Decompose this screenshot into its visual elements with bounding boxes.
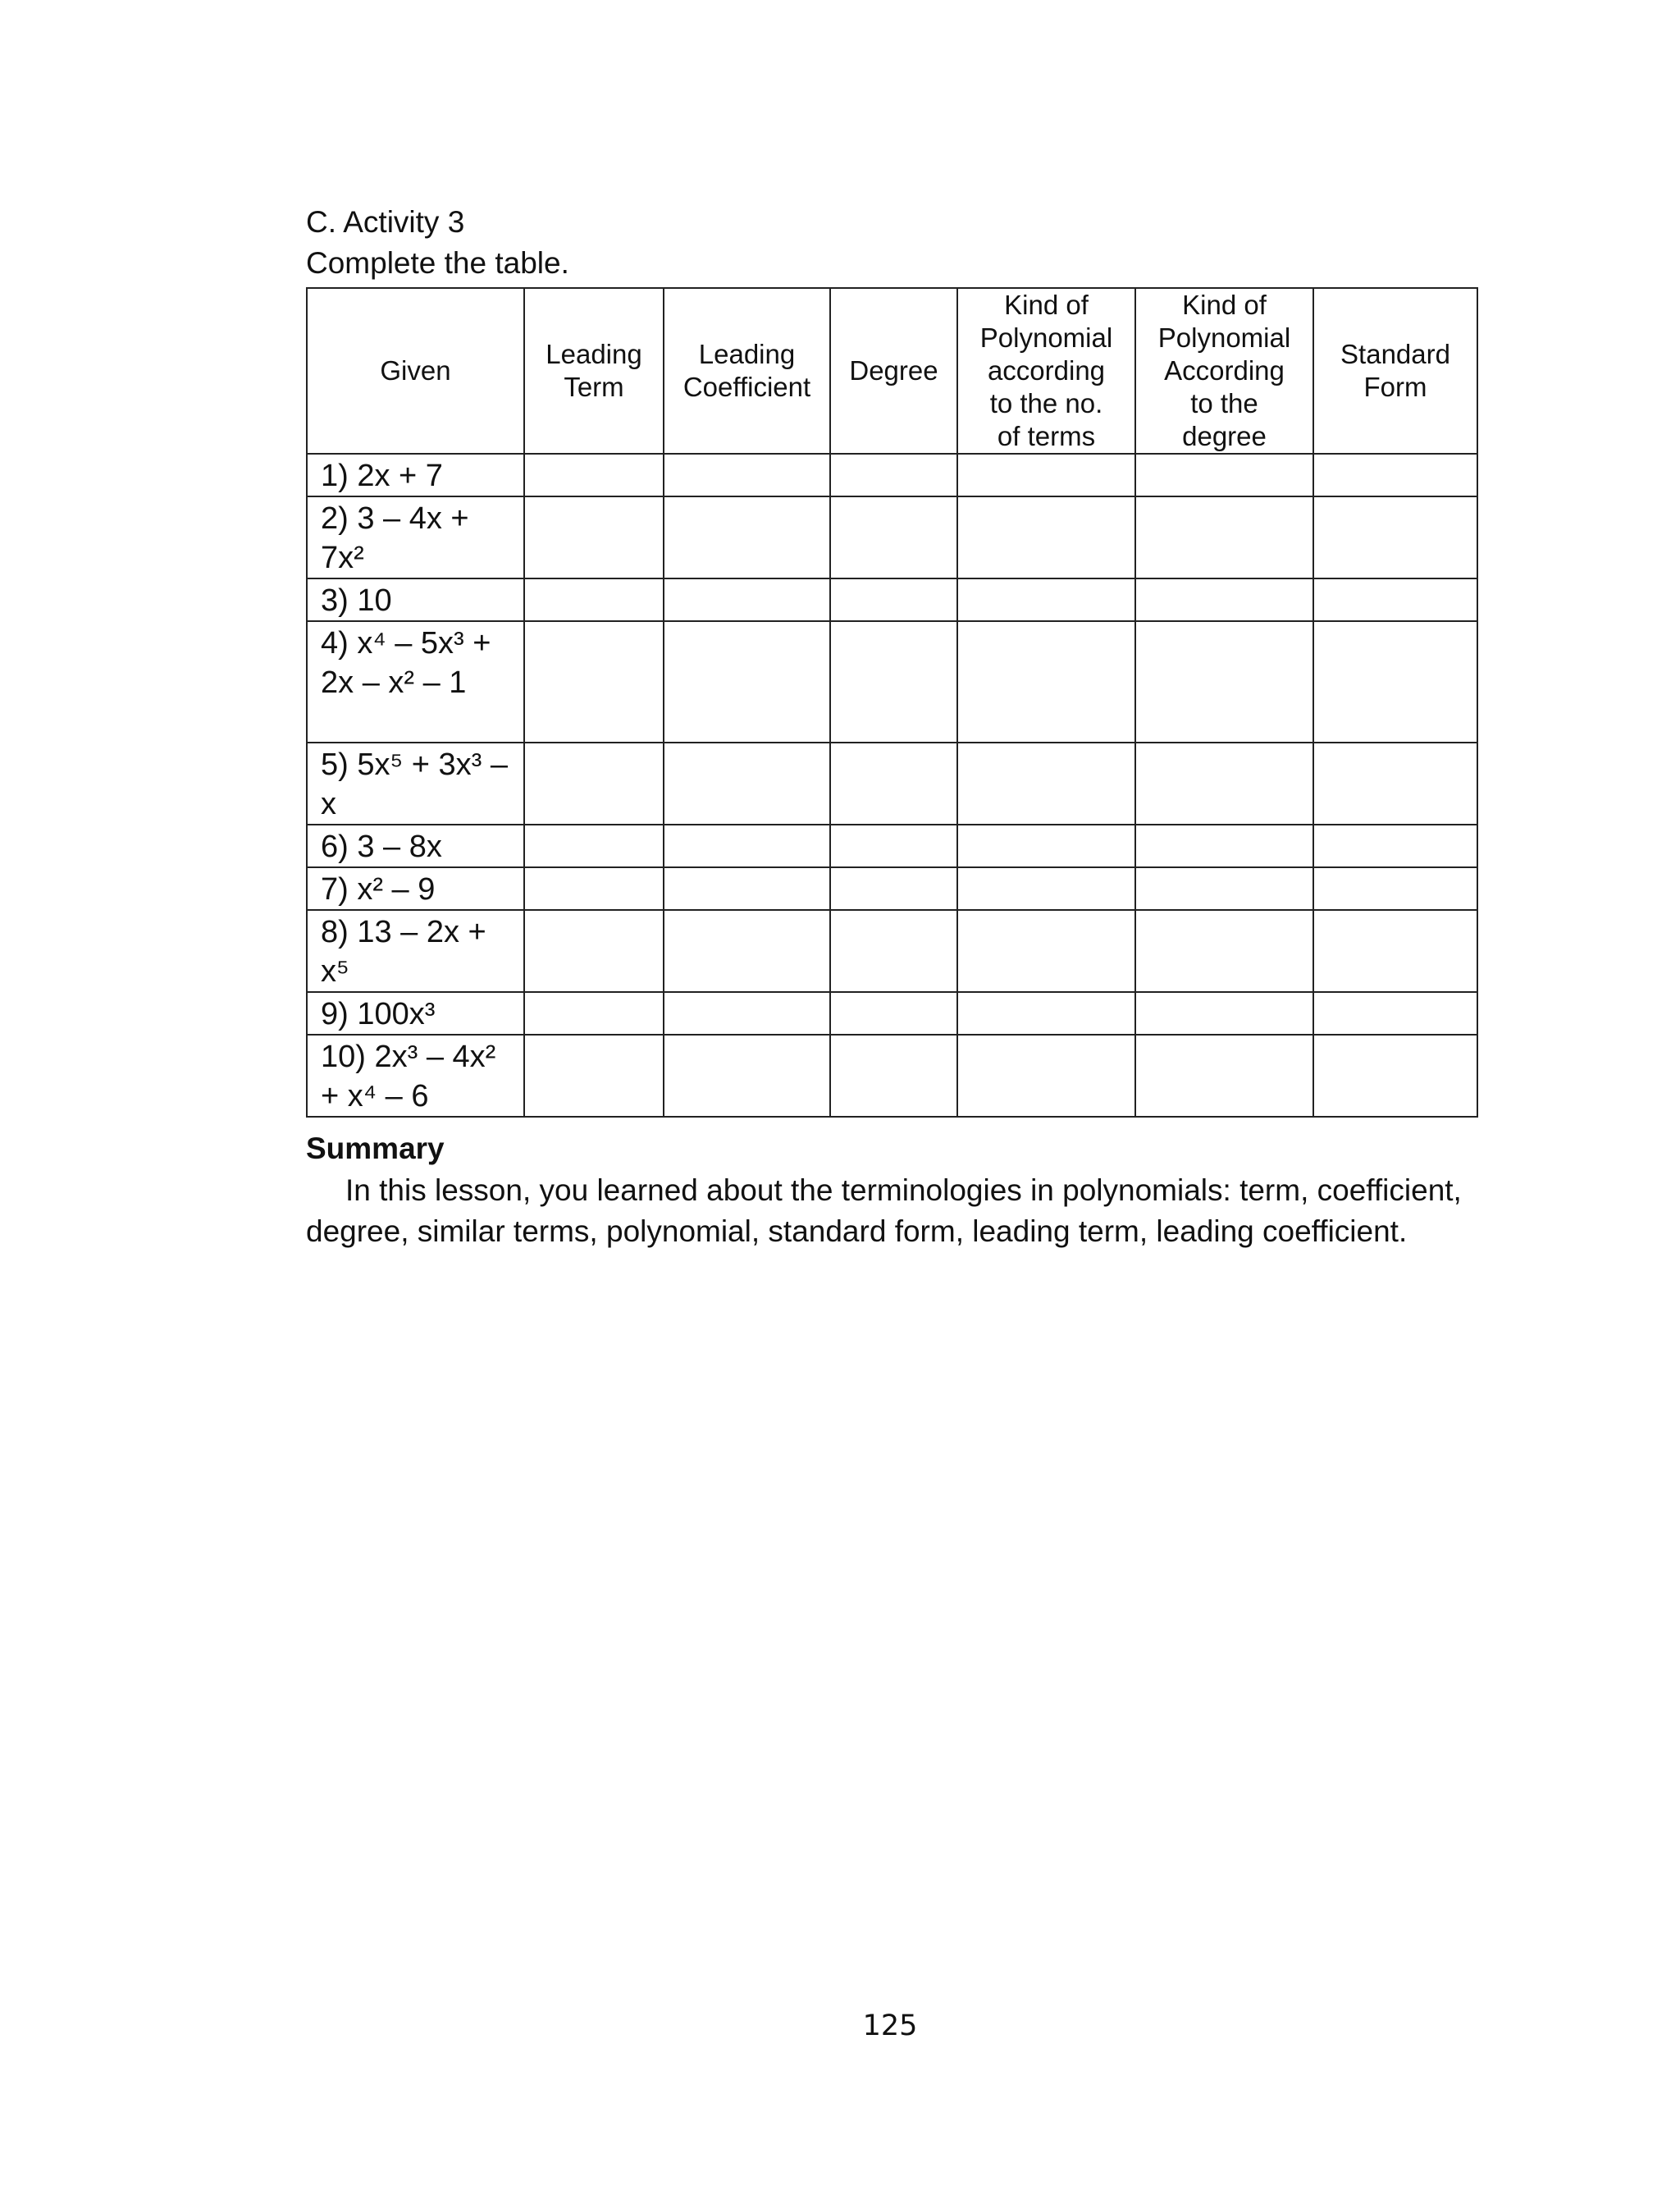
given-cell: 3) 10 (307, 578, 524, 621)
given-cell: 10) 2x³ – 4x² + x⁴ – 6 (307, 1035, 524, 1117)
answer-cell[interactable] (664, 825, 830, 867)
answer-cell[interactable] (1313, 1035, 1477, 1117)
given-cell: 7) x² – 9 (307, 867, 524, 910)
answer-cell[interactable] (664, 578, 830, 621)
answer-cell[interactable] (1135, 454, 1313, 496)
answer-cell[interactable] (1313, 867, 1477, 910)
answer-cell[interactable] (664, 910, 830, 992)
answer-cell[interactable] (664, 867, 830, 910)
answer-cell[interactable] (664, 454, 830, 496)
activity-table (306, 287, 1478, 1118)
header-standard-form: Standard Form (1313, 288, 1477, 454)
answer-cell[interactable] (1135, 867, 1313, 910)
answer-cell[interactable] (1135, 1035, 1313, 1117)
answer-cell[interactable] (1135, 910, 1313, 992)
answer-cell[interactable] (1135, 825, 1313, 867)
header-kind-by-terms: Kind of Polynomial according to the no. of terms (957, 288, 1135, 454)
answer-cell[interactable] (957, 621, 1135, 743)
answer-cell[interactable] (664, 992, 830, 1035)
header-leading-coefficient: Leading Coefficient (664, 288, 830, 454)
table-row (307, 743, 1477, 825)
answer-cell[interactable] (830, 867, 957, 910)
answer-cell[interactable] (524, 743, 664, 825)
answer-cell[interactable] (1313, 992, 1477, 1035)
answer-cell[interactable] (830, 910, 957, 992)
answer-cell[interactable] (830, 1035, 957, 1117)
answer-cell[interactable] (524, 867, 664, 910)
answer-cell[interactable] (1135, 743, 1313, 825)
table-row (307, 454, 1477, 496)
answer-cell[interactable] (1313, 496, 1477, 578)
answer-cell[interactable] (1313, 454, 1477, 496)
answer-cell[interactable] (1313, 621, 1477, 743)
table-row (307, 496, 1477, 578)
answer-cell[interactable] (524, 910, 664, 992)
table-row (307, 1035, 1477, 1117)
answer-cell[interactable] (957, 454, 1135, 496)
header-given: Given (307, 288, 524, 454)
answer-cell[interactable] (957, 1035, 1135, 1117)
answer-cell[interactable] (957, 992, 1135, 1035)
answer-cell[interactable] (1313, 825, 1477, 867)
answer-cell[interactable] (957, 743, 1135, 825)
answer-cell[interactable] (664, 743, 830, 825)
given-cell: 2) 3 – 4x + 7x² (307, 496, 524, 578)
answer-cell[interactable] (664, 621, 830, 743)
answer-cell[interactable] (1135, 578, 1313, 621)
answer-cell[interactable] (957, 910, 1135, 992)
answer-cell[interactable] (524, 454, 664, 496)
given-cell: 4) x⁴ – 5x³ + 2x – x² – 1 (307, 621, 524, 743)
header-leading-term: Leading Term (524, 288, 664, 454)
answer-cell[interactable] (830, 992, 957, 1035)
answer-cell[interactable] (830, 454, 957, 496)
table-row (307, 578, 1477, 621)
answer-cell[interactable] (830, 825, 957, 867)
table-row (307, 867, 1477, 910)
answer-cell[interactable] (524, 496, 664, 578)
answer-cell[interactable] (830, 496, 957, 578)
given-cell: 9) 100x³ (307, 992, 524, 1035)
answer-cell[interactable] (1135, 621, 1313, 743)
table-header-row (307, 288, 1477, 454)
table-row (307, 992, 1477, 1035)
answer-cell[interactable] (1313, 743, 1477, 825)
summary-body: In this lesson, you learned about the terminologies in polynomials: term, coefficient, degree, similar terms, polynomial, standard form, leading term, leading coefficient. (306, 1173, 1462, 1248)
answer-cell[interactable] (957, 578, 1135, 621)
table-row (307, 621, 1477, 743)
answer-cell[interactable] (524, 1035, 664, 1117)
summary-title: Summary (306, 1132, 445, 1165)
activity-label: C. Activity 3 (306, 205, 465, 239)
answer-cell[interactable] (830, 621, 957, 743)
header-degree: Degree (830, 288, 957, 454)
answer-cell[interactable] (1313, 910, 1477, 992)
given-cell: 8) 13 – 2x + x⁵ (307, 910, 524, 992)
answer-cell[interactable] (1135, 992, 1313, 1035)
answer-cell[interactable] (1135, 496, 1313, 578)
activity-instruction: Complete the table. (306, 246, 569, 280)
given-cell: 1) 2x + 7 (307, 454, 524, 496)
answer-cell[interactable] (1313, 578, 1477, 621)
answer-cell[interactable] (830, 578, 957, 621)
table-row (307, 910, 1477, 992)
answer-cell[interactable] (524, 992, 664, 1035)
header-kind-by-degree: Kind of Polynomial According to the degree (1135, 288, 1313, 454)
answer-cell[interactable] (664, 1035, 830, 1117)
page-number: 125 (862, 2009, 918, 2042)
answer-cell[interactable] (957, 825, 1135, 867)
given-cell: 6) 3 – 8x (307, 825, 524, 867)
answer-cell[interactable] (524, 578, 664, 621)
answer-cell[interactable] (524, 825, 664, 867)
answer-cell[interactable] (957, 867, 1135, 910)
given-cell: 5) 5x⁵ + 3x³ – x (307, 743, 524, 825)
table-row (307, 825, 1477, 867)
answer-cell[interactable] (664, 496, 830, 578)
answer-cell[interactable] (524, 621, 664, 743)
answer-cell[interactable] (830, 743, 957, 825)
answer-cell[interactable] (957, 496, 1135, 578)
